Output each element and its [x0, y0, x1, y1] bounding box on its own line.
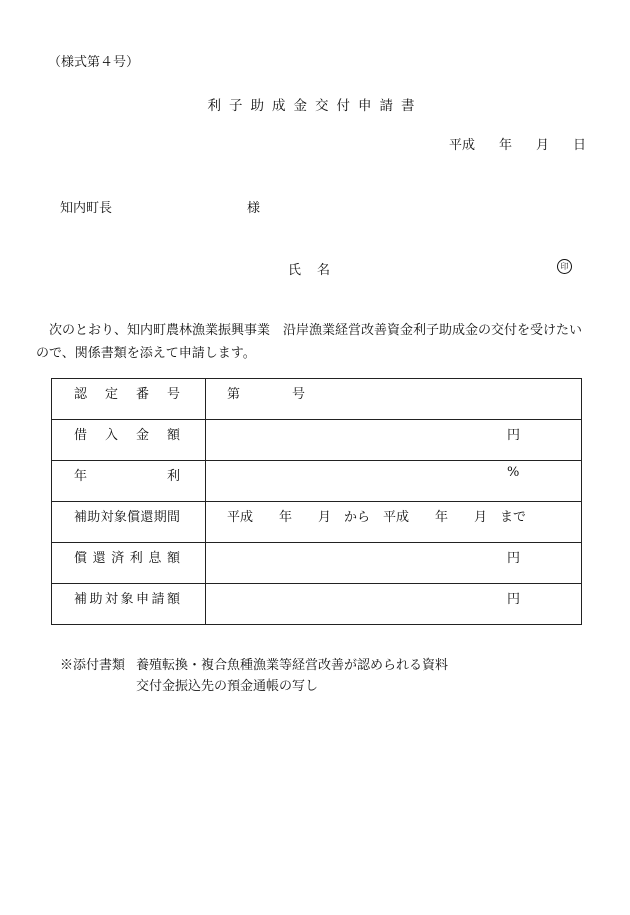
row-label-cell: [52, 584, 206, 625]
attachments-label: ※添付書類: [60, 658, 126, 673]
row-label-cell: [52, 543, 206, 584]
document-title: 利子助成金交付申請書: [207, 98, 423, 114]
date-month: 月: [535, 138, 549, 153]
table-row: [52, 461, 582, 502]
row-label-cell: [52, 502, 206, 543]
row-unit: 円: [507, 551, 521, 566]
row-value-field[interactable]: [206, 502, 582, 543]
row-label: 償還済利息額: [74, 551, 180, 566]
row-value: 第 号: [227, 387, 306, 402]
table-row: [52, 584, 582, 625]
attachment-item: 養殖転換・複合魚種漁業等経営改善が認められる資料: [136, 658, 449, 673]
row-value-field[interactable]: [206, 543, 582, 584]
date-year: 年: [498, 138, 512, 153]
row-value-field[interactable]: [206, 420, 582, 461]
table-row: [52, 420, 582, 461]
row-label-cell: [52, 461, 206, 502]
row-label: 認定番号: [74, 387, 180, 402]
row-value-field[interactable]: [206, 461, 582, 502]
honorific: 様: [247, 201, 261, 216]
row-value-field[interactable]: [206, 584, 582, 625]
addressee: 知内町長: [60, 201, 113, 216]
application-table: [51, 378, 582, 625]
date-era: 平成: [448, 138, 475, 153]
row-label: 借入金額: [74, 428, 180, 443]
row-label: 補助対象償還期間: [74, 510, 180, 525]
applicant-name-label: 氏名: [288, 263, 347, 278]
table-row: [52, 543, 582, 584]
row-value-field[interactable]: [206, 379, 582, 420]
attachment-item: 交付金振込先の預金通帳の写し: [136, 679, 319, 694]
row-value: 平成 年 月 から 平成 年 月 まで: [227, 510, 527, 525]
form-number: （様式第４号）: [48, 55, 140, 70]
row-label: 年利: [74, 469, 180, 484]
table-row: [52, 379, 582, 420]
row-label-cell: [52, 420, 206, 461]
row-unit: 円: [507, 592, 521, 607]
date-day: 日: [572, 138, 586, 153]
row-unit: 円: [507, 428, 521, 443]
application-statement: 次のとおり、知内町農林漁業振興事業 沿岸漁業経営改善資金利子助成金の交付を受けたいので、関係書類を添えて申請します。: [36, 323, 583, 361]
row-unit: %: [507, 465, 520, 480]
row-label: 補助対象申請額: [74, 592, 180, 607]
row-label-cell: [52, 379, 206, 420]
table-row: [52, 502, 582, 543]
date-line: [449, 134, 586, 153]
seal-mark-icon: 印: [557, 259, 572, 274]
